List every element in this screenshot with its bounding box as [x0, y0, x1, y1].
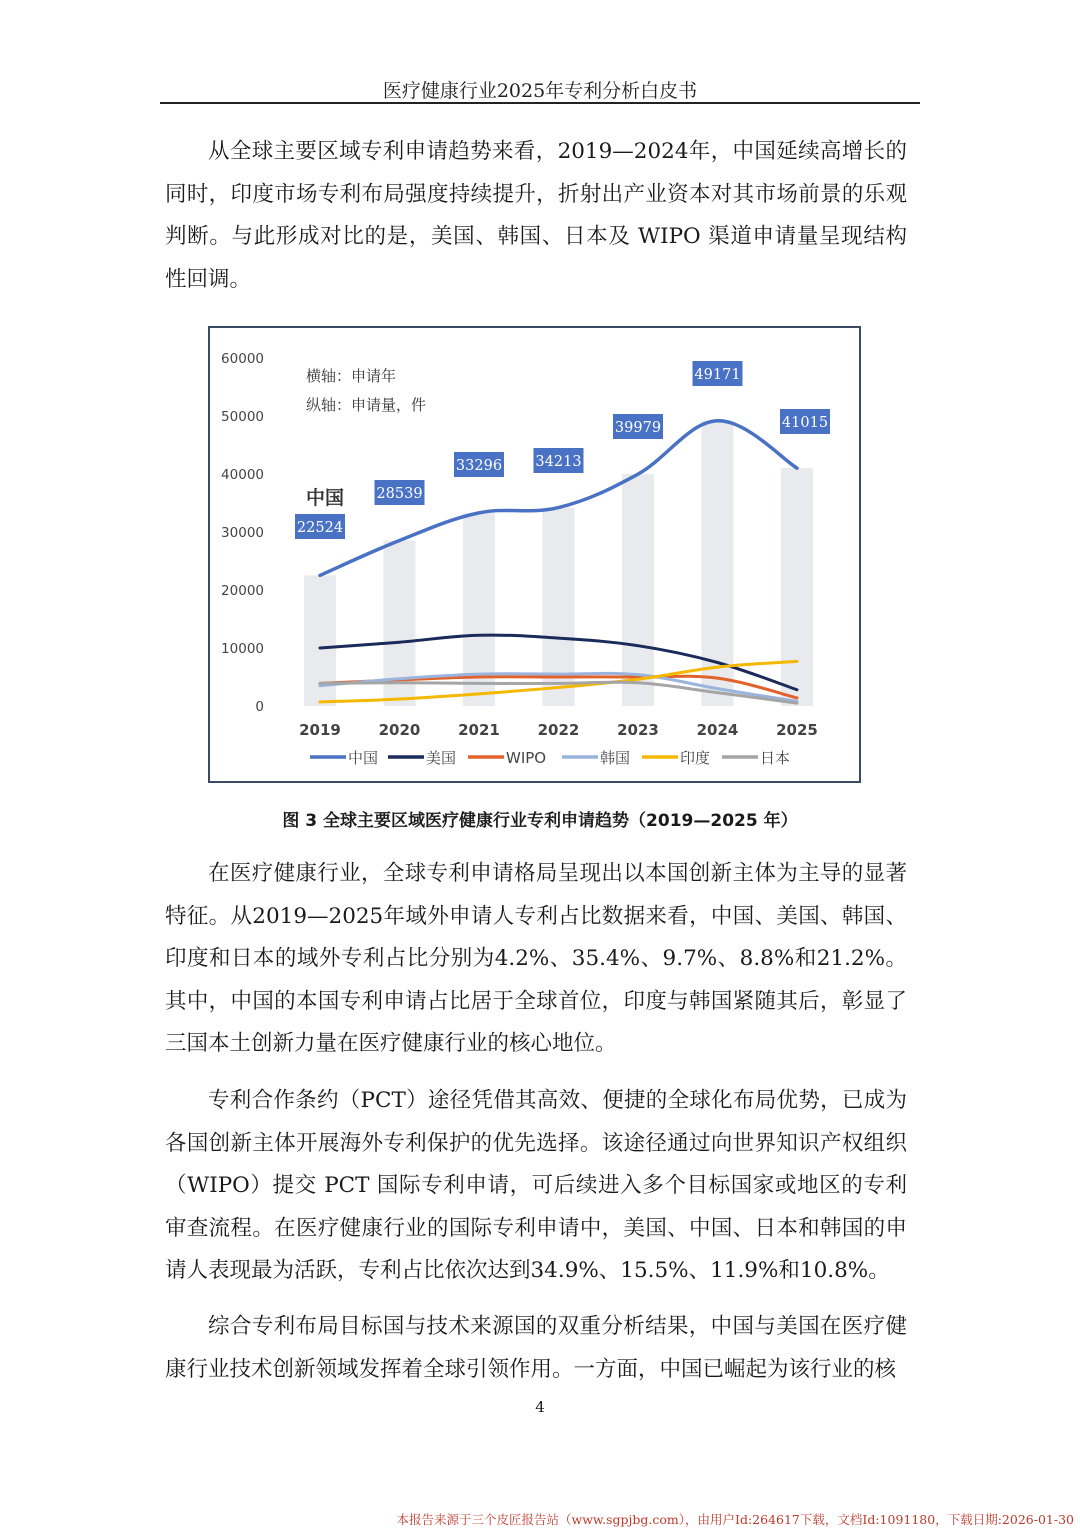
paragraph-3: 专利合作条约（PCT）途径凭借其高效、便捷的全球化布局优势，已成为各国创新主体开展海外专利保护的优先选择。该途径通过向世界知识产权组织（WIPO）提交 PCT 国际专利申请，可后续进入多个目标国家或地区的专利审查流程。在医疗健康行业的国际专利申请中，美国、中国、日本和韩国的申请人表现最为活跃，专利占比依次达到34.9%、15.5%、11.9%和10.8%。 — [165, 1088, 907, 1283]
y-tick-label: 60000 — [221, 351, 264, 367]
x-tick-label: 2019 — [299, 721, 341, 739]
page-number: 4 — [535, 1398, 545, 1416]
y-tick-label: 30000 — [221, 525, 264, 541]
series-annotation: 中国 — [306, 487, 345, 509]
legend-label: 韩国 — [600, 749, 631, 767]
page-header-title: 医疗健康行业2025年专利分析白皮书 — [382, 80, 698, 102]
legend-label: 印度 — [680, 749, 711, 767]
x-tick-label: 2021 — [458, 721, 500, 739]
data-label: 49171 — [694, 367, 741, 383]
y-tick-label: 20000 — [221, 583, 264, 599]
x-axis-note: 横轴：申请年 — [306, 367, 397, 385]
line-chart — [210, 328, 858, 780]
x-tick-label: 2025 — [776, 721, 818, 739]
legend-label: WIPO — [506, 749, 547, 767]
data-label: 39979 — [614, 420, 662, 436]
x-tick-label: 2020 — [378, 721, 421, 739]
footer-source-note: 本报告来源于三个皮匠报告站（www.sgpjbg.com），由用户Id:264617下载，文档Id:1091180，下载日期:2026-01-30 — [396, 1512, 1074, 1527]
legend-label: 美国 — [426, 749, 457, 767]
y-axis-note: 纵轴：申请量，件 — [306, 396, 427, 414]
paragraph-2: 在医疗健康行业，全球专利申请格局呈现出以本国创新主体为主导的显著特征。从2019—2025年域外申请人专利占比数据来看，中国、美国、韩国、印度和日本的域外专利占比分别为4.2%、35.4%、9.7%、8.8%和21.2%。其中，中国的本国专利申请占比居于全球首位，印度与韩国紧随其后，彰显了三国本土创新力量在医疗健康行业的核心地位。 — [165, 861, 907, 1056]
paragraph-4: 综合专利布局目标国与技术来源国的双重分析结果，中国与美国在医疗健康行业技术创新领域发挥着全球引领作用。一方面，中国已崛起为该行业的核 — [165, 1314, 907, 1382]
x-tick-label: 2022 — [537, 721, 580, 739]
y-tick-label: 10000 — [221, 641, 264, 657]
header-divider — [160, 102, 920, 104]
legend-label: 日本 — [760, 749, 791, 767]
figure-caption: 图 3 全球主要区域医疗健康行业专利申请趋势（2019—2025 年） — [282, 811, 798, 831]
x-tick-label: 2023 — [617, 721, 659, 739]
y-tick-label: 40000 — [221, 467, 264, 483]
data-label: 28539 — [376, 486, 423, 502]
data-label: 34213 — [535, 454, 582, 470]
data-label: 41015 — [781, 415, 829, 431]
y-tick-label: 50000 — [221, 409, 264, 425]
data-label: 22524 — [296, 520, 344, 536]
legend-label: 中国 — [348, 749, 379, 767]
paragraph-1: 从全球主要区域专利申请趋势来看，2019—2024年，中国延续高增长的同时，印度市场专利布局强度持续提升，折射出产业资本对其市场前景的乐观判断。与此形成对比的是，美国、韩国、日本及 WIPO 渠道申请量呈现结构性回调。 — [165, 139, 907, 292]
background-bar — [622, 474, 654, 706]
data-label: 33296 — [455, 458, 503, 474]
x-tick-label: 2024 — [696, 721, 739, 739]
y-tick-label: 0 — [255, 699, 264, 715]
background-bar — [781, 468, 813, 706]
chart-frame — [208, 326, 861, 783]
